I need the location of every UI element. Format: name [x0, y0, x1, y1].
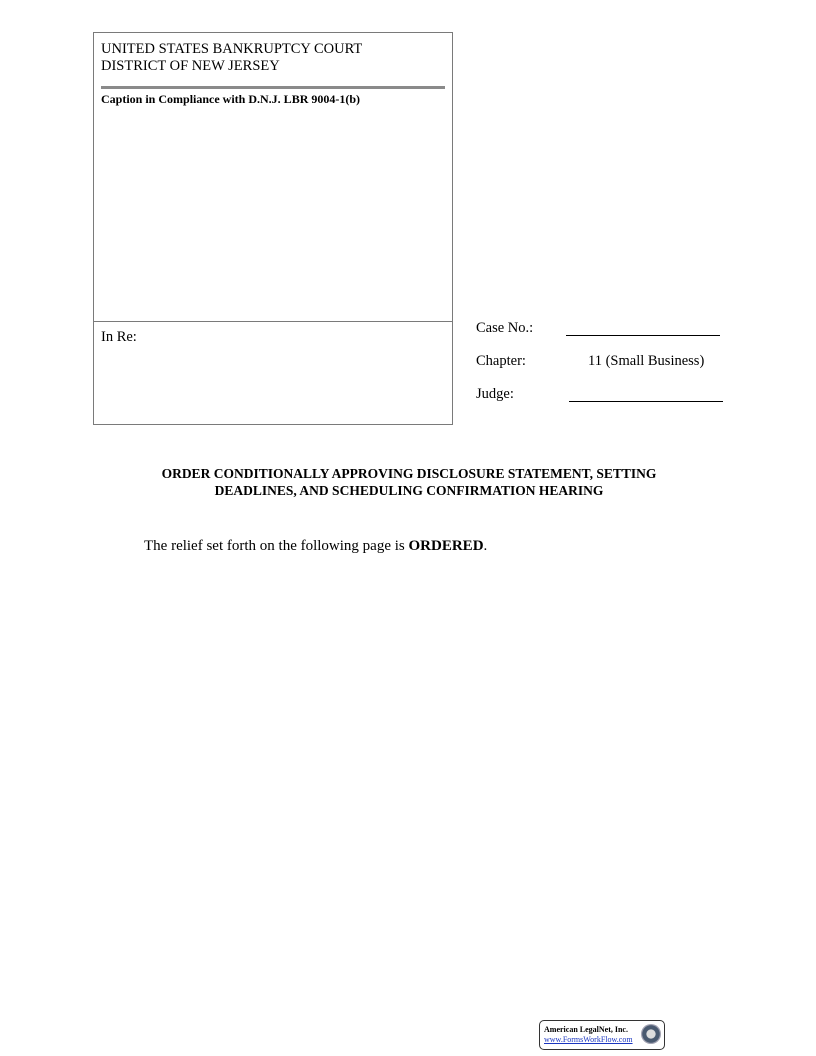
case-no-label: Case No.:: [476, 320, 534, 336]
caption-divider: [94, 321, 452, 322]
court-line-2: DISTRICT OF NEW JERSEY: [101, 58, 280, 74]
chapter-value: 11 (Small Business): [588, 353, 705, 369]
order-title-line-1: ORDER CONDITIONALLY APPROVING DISCLOSURE STATEMENT, SETTING: [161, 466, 657, 481]
caption-rule: [101, 86, 445, 89]
relief-end: .: [483, 538, 488, 554]
caption-box: [93, 32, 453, 425]
logo-company: American LegalNet, Inc.: [544, 1025, 628, 1034]
relief-statement: [144, 538, 487, 555]
order-title: [100, 465, 718, 499]
court-line-1: UNITED STATES BANKRUPTCY COURT: [101, 41, 363, 57]
case-no-blank[interactable]: [566, 335, 720, 336]
relief-ordered: ORDERED: [408, 538, 484, 554]
order-title-line-2: DEADLINES, AND SCHEDULING CONFIRMATION HEARING: [214, 483, 604, 498]
judge-label: Judge:: [476, 386, 514, 402]
compliance-note: Caption in Compliance with D.N.J. LBR 9004-1(b): [101, 92, 361, 106]
american-legalnet-logo: [539, 1020, 665, 1050]
logo-url-link[interactable]: www.FormsWorkFlow.com: [544, 1035, 633, 1044]
judge-blank[interactable]: [569, 401, 723, 402]
globe-icon: [641, 1024, 661, 1044]
court-name: [101, 41, 362, 75]
in-re-label: In Re:: [101, 329, 137, 345]
relief-text: The relief set forth on the following page is: [144, 538, 409, 554]
chapter-label: Chapter:: [476, 353, 526, 369]
